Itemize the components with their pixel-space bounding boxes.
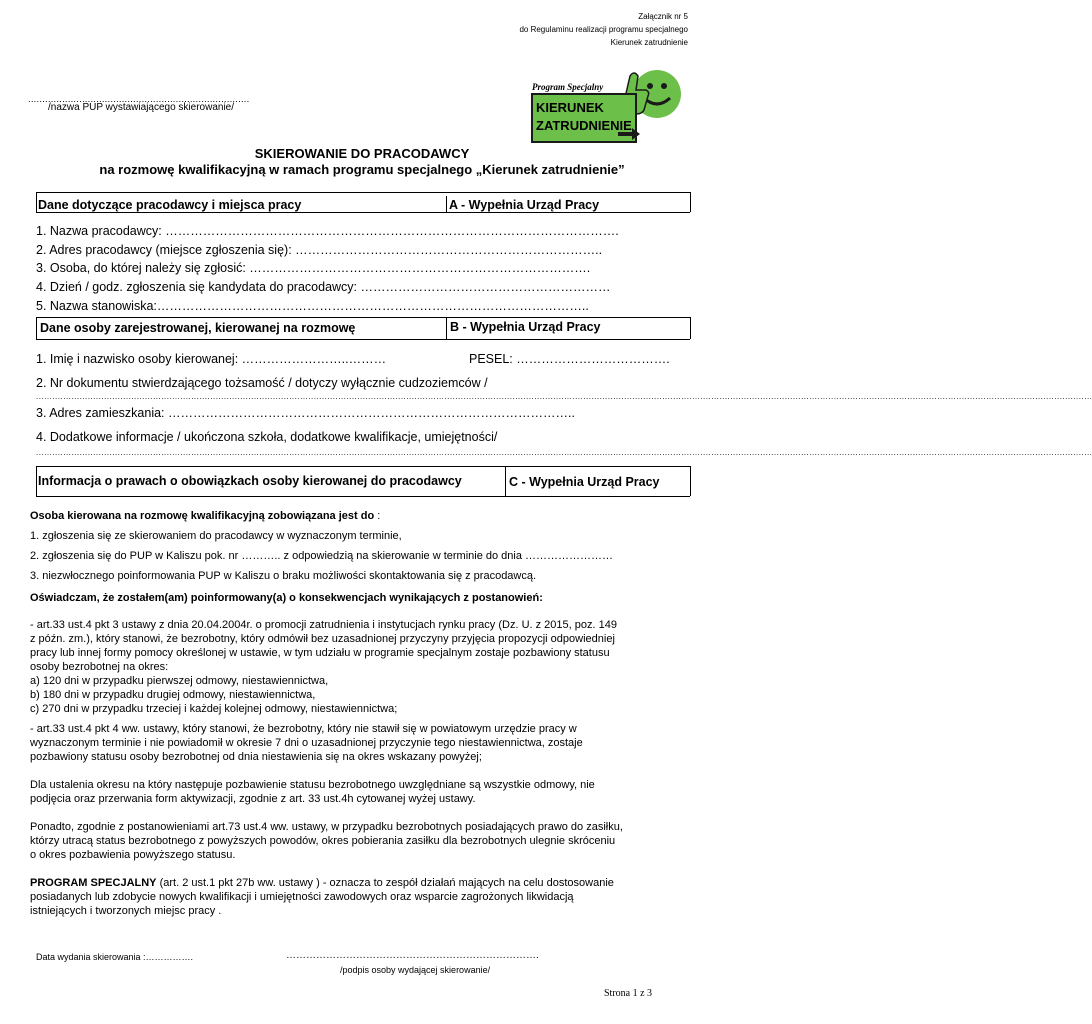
annex-line-1: Załącznik nr 5 — [638, 12, 688, 21]
legal-line: - art.33 ust.4 pkt 4 ww. ustawy, który stanowi, że bezrobotny, który nie stawił się w powiatowym urzędzie pracy w — [30, 723, 577, 735]
section-b-top-border — [36, 317, 690, 318]
legal-line: posiadanych lub zdobycie nowych kwalifikacji i umiejętności zawodowych oraz wsparcie zagrożonych likwidacją — [30, 891, 574, 903]
legal-line: Dla ustalenia okresu na który następuje pozbawienie statusu bezrobotnego uwzględniane są wszystkie odmowy, nie — [30, 779, 595, 791]
program-logo — [530, 62, 684, 146]
declaration-heading: Oświadczam, że zostałem(am) poinformowany(a) o konsekwencjach wynikających z postanowień: — [30, 592, 543, 604]
section-c-left-border — [36, 466, 37, 496]
program-specjalny-term: PROGRAM SPECJALNY — [30, 877, 157, 889]
annex-note — [519, 10, 688, 49]
section-b-header: Dane osoby zarejestrowanej, kierowanej na rozmowę — [40, 321, 356, 335]
additional-info-label: 4. Dodatkowe informacje / ukończona szkoła, dodatkowe kwalifikacje, umiejętności/ — [36, 430, 498, 444]
section-c-header: Informacja o prawach o obowiązkach osoby kierowanej do pracodawcy — [38, 474, 462, 488]
document-title: SKIEROWANIE DO PRACODAWCY — [254, 146, 470, 161]
section-a-top-border — [36, 192, 690, 193]
pesel-field[interactable]: PESEL: ………………………………. — [469, 352, 670, 366]
section-c-right-border — [690, 466, 691, 496]
appointment-date-field[interactable]: 4. Dzień / godz. zgłoszenia się kandydata do pracodawcy: …………………………………………………… — [36, 280, 611, 294]
residence-address-field[interactable]: 3. Adres zamieszkania: …………………………………………………………………………………….. — [36, 406, 575, 420]
section-b-tag: B - Wypełnia Urząd Pracy — [450, 320, 601, 334]
page-number: Strona 1 z 3 — [604, 988, 653, 999]
pup-name-dotline: .............................................................................. — [28, 94, 250, 105]
obligation-item-2: 2. zgłoszenia się do PUP w Kaliszu pok. nr ……….. z odpowiedzią na skierowanie w terminie do dnia …………………… — [30, 550, 614, 562]
legal-line: podjęcia oraz przerwania form aktywizacji, zgodnie z art. 33 ust.4h cytowanej wyżej ustawy. — [30, 793, 476, 805]
legal-line: b) 180 dni w przypadku drugiej odmowy, niestawiennictwa, — [30, 689, 316, 701]
section-c-tag-divider — [505, 466, 506, 496]
section-a-header-underline — [36, 212, 446, 213]
legal-paragraph-5 — [30, 876, 700, 918]
employer-address-field[interactable]: 2. Adres pracodawcy (miejsce zgłoszenia się): ……………………………………………………………….. — [36, 243, 603, 257]
candidate-name-field[interactable]: 1. Imię i nazwisko osoby kierowanej: ……………………..……… — [36, 352, 387, 366]
legal-line: pracy lub innej formy pomocy określonej w ustawie, w tym udziału w programie specjalnym zostaje pozbawiony statusu — [30, 647, 610, 659]
obligations-intro-colon: : — [374, 510, 381, 522]
legal-line-text: (art. 2 ust.1 pkt 27b ww. ustawy ) - oznacza to zespół działań mających na celu dostosowanie — [156, 877, 614, 889]
logo-title-1: KIERUNEK — [536, 100, 604, 115]
section-b-bottom-border — [36, 339, 690, 340]
legal-line: pozbawiony statusu osoby bezrobotnej od dnia niestawienia się na okres wskazany powyżej; — [30, 751, 482, 763]
legal-line: z późn. zm.), który stanowi, że bezrobotny, który odmówił bez uzasadnionej przyczyny przyjęcia propozycji odpowiedniej — [30, 633, 615, 645]
signature-label: /podpis osoby wydającej skierowanie/ — [340, 965, 491, 975]
legal-line: wyznaczonym terminie i nie powiadomił w okresie 7 dni o uzasadnionej przyczynie tego niestawiennictwa, zostaje — [30, 737, 583, 749]
legal-paragraph-2 — [30, 722, 700, 764]
annex-line-2: do Regulaminu realizacji programu specjalnego — [519, 25, 688, 34]
section-a-tag-divider — [446, 196, 447, 212]
legal-line: istniejących i tworzonych miejsc pracy . — [30, 905, 222, 917]
id-document-label: 2. Nr dokumentu stwierdzającego tożsamość / dotyczy wyłącznie cudzoziemców / — [36, 376, 488, 390]
section-a-right-border — [690, 192, 691, 212]
obligations-intro — [30, 510, 380, 522]
contact-person-field[interactable]: 3. Osoba, do której należy się zgłosić: ………………………………………………………………………. — [36, 261, 591, 275]
legal-line: którzy utracą status bezrobotnego z powyższych powodów, okres pobierania zasiłku dla bezrobotnych ulegnie skróceniu — [30, 835, 616, 847]
annex-line-3: Kierunek zatrudnienie — [610, 38, 688, 47]
issue-date-field[interactable]: Data wydania skierowania :……………. — [36, 952, 194, 962]
legal-line: c) 270 dni w przypadku trzeciej i każdej kolejnej odmowy, niestawiennictwa; — [30, 703, 398, 715]
section-c-bottom-border — [36, 496, 690, 497]
legal-paragraph-4 — [30, 820, 700, 862]
legal-line: Ponadto, zgodnie z postanowieniami art.73 ust.4 ww. ustawy, w przypadku bezrobotnych posiadających prawo do zasiłku, — [30, 821, 623, 833]
section-a-left-border — [36, 192, 37, 212]
legal-line: - art.33 ust.4 pkt 3 ustawy z dnia 20.04.2004r. o promocji zatrudnienia i instytucjach rynku pracy (Dz. U. z 2015, poz. 149 — [30, 619, 617, 631]
section-b-right-border — [690, 317, 691, 339]
legal-paragraph-3 — [30, 778, 700, 806]
logo-title-2: ZATRUDNIENIE — [536, 118, 632, 133]
position-name-field[interactable]: 5. Nazwa stanowiska:………………………………………………………………………………………….. — [36, 299, 589, 313]
legal-line: o okres pozbawienia powyższego statusu. — [30, 849, 236, 861]
section-b-left-border — [36, 317, 37, 339]
obligation-item-1: 1. zgłoszenia się ze skierowaniem do pracodawcy w wyznaczonym terminie, — [30, 530, 402, 542]
employer-name-field[interactable]: 1. Nazwa pracodawcy: ………………………………………………………………………………………………. — [36, 224, 619, 238]
legal-line: a) 120 dni w przypadku pierwszej odmowy, niestawiennictwa, — [30, 675, 329, 687]
section-a-tag-underline — [446, 212, 690, 213]
legal-paragraph-1 — [30, 618, 700, 716]
obligation-item-3: 3. niezwłocznego poinformowania PUP w Kaliszu o braku możliwości skontaktowania się z pracodawcą. — [30, 570, 537, 582]
document-subtitle: na rozmowę kwalifikacyjną w ramach programu specjalnego „Kierunek zatrudnienie” — [99, 162, 625, 177]
id-document-dotline[interactable]: .................................................................................................................................................................................................................................................................................................................................................................................................... — [36, 392, 1092, 401]
section-a-tag: A - Wypełnia Urząd Pracy — [449, 198, 600, 212]
legal-line: osoby bezrobotnej na okres: — [30, 661, 169, 673]
signature-dotline[interactable]: …………………………………………………………………. — [286, 950, 539, 961]
section-c-top-border — [36, 466, 690, 467]
section-c-tag: C - Wypełnia Urząd Pracy — [509, 475, 660, 489]
section-a-header: Dane dotyczące pracodawcy i miejsca pracy — [38, 198, 302, 212]
logo-caption: Program Specjalny — [532, 82, 604, 92]
obligations-intro-text: Osoba kierowana na rozmowę kwalifikacyjną zobowiązana jest do — [30, 510, 375, 522]
legal-line — [30, 876, 700, 890]
pup-name-label: /nazwa PUP wystawiającego skierowanie/ — [48, 102, 235, 113]
additional-info-dotline[interactable]: .................................................................................................................................................................................................................................................................................................................................................................................................... — [36, 448, 1092, 457]
section-b-tag-divider — [446, 317, 447, 339]
